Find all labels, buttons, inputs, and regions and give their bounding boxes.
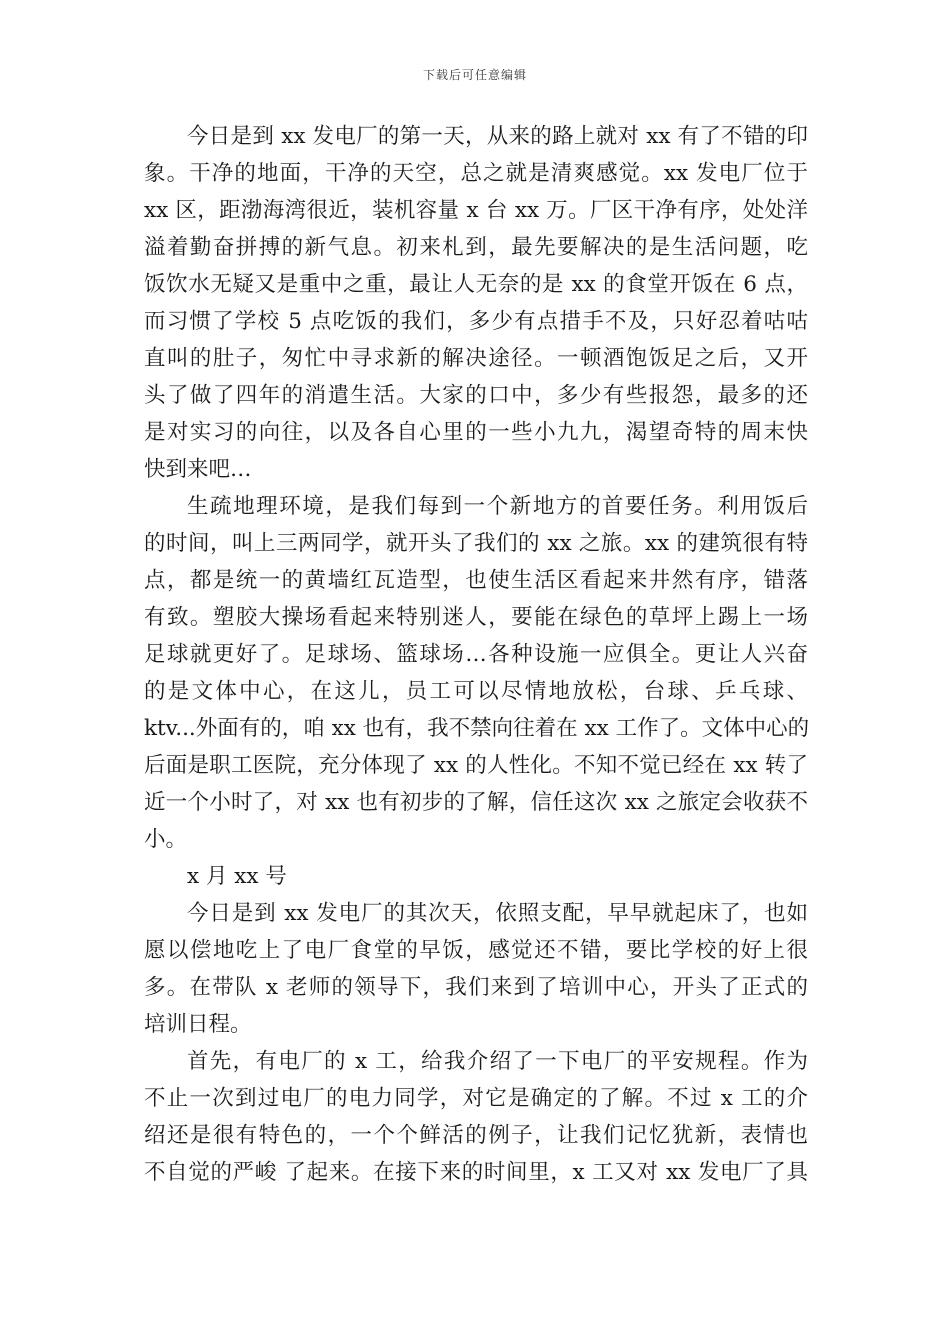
document-body [144,118,808,1191]
text-line: 小。 [144,827,188,852]
text-line: 有致。塑胶大操场看起来特别迷人，要能在绿色的草坪上踢上一场 [144,605,808,630]
text-line: 不自觉的严峻 了起来。在接下来的时间里，x 工又对 xx 发电厂了具 [144,1160,808,1185]
text-line: 近一个小时了，对 xx 也有初步的了解，信任这次 xx 之旅定会收获不 [144,790,808,815]
paragraph [144,1043,808,1191]
text-line: 头了做了四年的消遣生活。大家的口中，多少有些报怨，最多的还 [144,383,808,408]
text-line: 是对实习的向往，以及各自心里的一些小九九，渴望奇特的周末快 [144,420,808,445]
text-line: 的时间，叫上三两同学，就开头了我们的 xx 之旅。xx 的建筑很有特 [144,531,808,556]
paragraph [144,118,808,488]
text-line: ktv...外面有的，咱 xx 也有，我不禁向往着在 xx 工作了。文体中心的 [144,716,810,741]
text-line: 首先，有电厂的 x 工，给我介绍了一下电厂的平安规程。作为 [187,1049,808,1074]
text-line: 绍还是很有特色的，一个个鲜活的例子，让我们记忆犹新，表情也 [144,1123,808,1148]
page-header: 下载后可任意编辑 [422,68,527,82]
text-line: 溢着勤奋拼搏的新气息。初来札到，最先要解决的是生活问题，吃 [144,235,808,260]
text-line: 生疏地理环境，是我们每到一个新地方的首要任务。利用饭后 [187,494,808,519]
text-line: 今日是到 xx 发电厂的第一天，从来的路上就对 xx 有了不错的印 [187,124,808,149]
paragraph [144,488,808,858]
text-line: 点，都是统一的黄墙红瓦造型，也使生活区看起来井然有序，错落 [144,568,808,593]
text-line: 培训日程。 [144,1012,252,1037]
text-line: 不止一次到过电厂的电力同学，对它是确定的了解。不过 x 工的介 [144,1086,808,1111]
text-line: 的是文体中心，在这儿，员工可以尽情地放松，台球、乒乓球、 [144,679,808,704]
text-line: 饭饮水无疑又是重中之重，最让人无奈的是 xx 的食堂开饭在 6 点， [144,272,808,297]
date-heading [144,858,808,895]
text-line: 今日是到 xx 发电厂的其次天，依照支配，早早就起床了，也如 [187,901,808,926]
text-line: 足球就更好了。足球场、篮球场…各种设施一应俱全。更让人兴奋 [144,642,808,667]
text-line: x 月 xx 号 [187,864,287,889]
text-line: 快到来吧… [144,457,252,482]
text-line: 愿以偿地吃上了电厂食堂的早饭，感觉还不错，要比学校的好上很 [144,938,808,963]
text-line: xx 区，距渤海湾很近，装机容量 x 台 xx 万。厂区干净有序，处处洋 [144,198,808,223]
text-line: 多。在带队 x 老师的领导下，我们来到了培训中心，开头了正式的 [144,975,808,1000]
text-line: 后面是职工医院，充分体现了 xx 的人性化。不知不觉已经在 xx 转了 [144,753,808,778]
text-line: 而习惯了学校 5 点吃饭的我们，多少有点措手不及，只好忍着咕咕 [144,309,808,334]
paragraph [144,895,808,1043]
text-line: 象。干净的地面，干净的天空，总之就是清爽感觉。xx 发电厂位于 [144,161,808,186]
text-line: 直叫的肚子，匆忙中寻求新的解决途径。一顿酒饱饭足之后，又开 [144,346,808,371]
